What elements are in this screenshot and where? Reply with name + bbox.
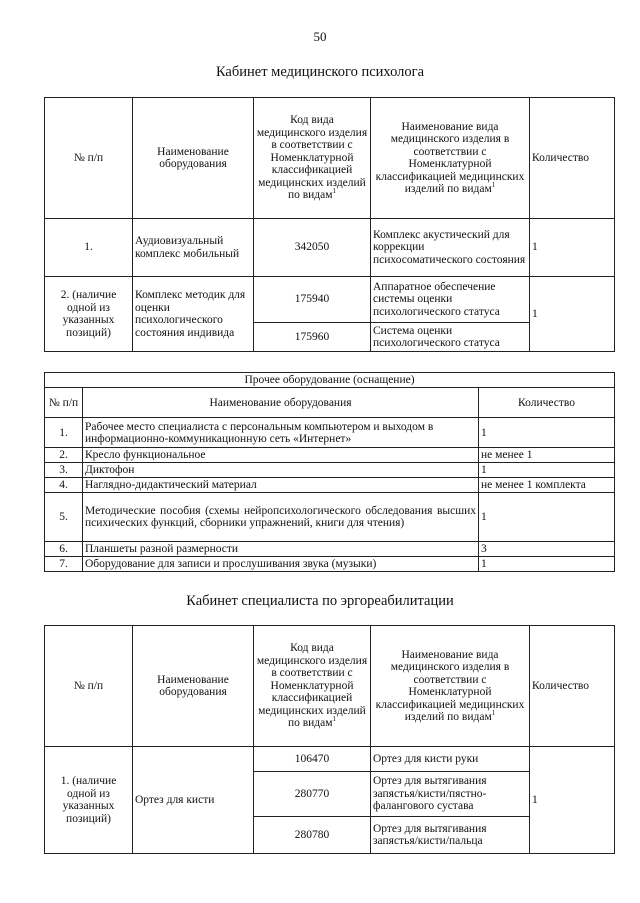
row-qty: 3: [479, 542, 615, 557]
row-code: 280780: [254, 817, 371, 854]
row-name: Ортез для кисти: [133, 747, 254, 854]
header-name: Наименование оборудования: [133, 98, 254, 219]
row-num: 2. (наличие одной из указанных позиций): [45, 277, 133, 352]
row-name: Наглядно-дидактический материал: [83, 478, 479, 493]
row-qty: не менее 1: [479, 448, 615, 463]
table-header-row: [45, 626, 615, 747]
row-num: 3.: [45, 463, 83, 478]
header-kind: Наименование вида медицинского изделия в соответствии с Номенклатурной классификацией медицинских изделий по видам$^1$: [371, 626, 530, 747]
header-qty: Количество: [479, 388, 615, 418]
row-name: Оборудование для записи и прослушивания звука (музыки): [83, 557, 479, 572]
table-header-row: [45, 388, 615, 418]
header-num: № п/п: [45, 98, 133, 219]
table-caption-row: [45, 373, 615, 388]
header-kind: Наименование вида медицинского изделия в соответствии с Номенклатурной классификацией медицинских изделий по видам$^1$: [371, 98, 530, 219]
row-qty: 1: [479, 418, 615, 448]
row-code: 280770: [254, 772, 371, 817]
header-code: Код вида медицинского изделия в соответствии с Номенклатурной классификацией медицинских изделий по видам$^1$: [254, 626, 371, 747]
row-qty: 1: [530, 219, 615, 277]
header-name: Наименование оборудования: [83, 388, 479, 418]
row-code: 342050: [254, 219, 371, 277]
table-row: [45, 219, 615, 277]
row-kind: Комплекс акустический для коррекции психосоматического состояния: [371, 219, 530, 277]
row-num: 1.: [45, 418, 83, 448]
ergo-equipment-table: [44, 625, 615, 854]
table-row: [45, 448, 615, 463]
row-num: 1. (наличие одной из указанных позиций): [45, 747, 133, 854]
row-num: 7.: [45, 557, 83, 572]
table-row: [45, 463, 615, 478]
row-name: Рабочее место специалиста с персональным компьютером и выходом в информационно-коммуникационную сеть «Интернет»: [83, 418, 479, 448]
section-title-psychologist: Кабинет медицинского психолога: [215, 64, 425, 80]
row-qty: 1: [530, 747, 615, 854]
row-num: 1.: [45, 219, 133, 277]
row-kind: Ортез для кисти руки: [371, 747, 530, 772]
row-kind: Ортез для вытягивания запястья/кисти/пястно-фалангового сустава: [371, 772, 530, 817]
row-name: Комплекс методик для оценки психологического состояния индивида: [133, 277, 254, 352]
header-qty: Количество: [530, 626, 615, 747]
table-row: [45, 557, 615, 572]
table-row: [45, 747, 615, 772]
header-code: Код вида медицинского изделия в соответствии с Номенклатурной классификацией медицинских изделий по видам$^1$: [254, 98, 371, 219]
row-name: Планшеты разной размерности: [83, 542, 479, 557]
row-code: 175940: [254, 277, 371, 323]
table-row: [45, 277, 615, 323]
psychologist-equipment-table: [44, 97, 615, 352]
row-num: 6.: [45, 542, 83, 557]
header-num: № п/п: [45, 626, 133, 747]
row-code: 106470: [254, 747, 371, 772]
section-title-ergo: Кабинет специалиста по эргореабилитации: [186, 593, 454, 609]
table-row: [45, 478, 615, 493]
row-kind: Аппаратное обеспечение системы оценки психологического статуса: [371, 277, 530, 323]
row-name: Диктофон: [83, 463, 479, 478]
table-row: [45, 418, 615, 448]
table-row: [45, 493, 615, 542]
row-kind: Ортез для вытягивания запястья/кисти/пальца: [371, 817, 530, 854]
row-num: 2.: [45, 448, 83, 463]
row-qty: 1: [479, 493, 615, 542]
header-name: Наименование оборудования: [133, 626, 254, 747]
row-name: Кресло функциональное: [83, 448, 479, 463]
row-qty: не менее 1 комплекта: [479, 478, 615, 493]
other-equipment-table: [44, 372, 615, 572]
row-name: Методические пособия (схемы нейропсихологического обследования высших психических функций, сборники упражнений, книги для чтения): [83, 493, 479, 542]
table-caption: Прочее оборудование (оснащение): [45, 373, 615, 388]
row-qty: 1: [479, 463, 615, 478]
row-name: Аудиовизуальный комплекс мобильный: [133, 219, 254, 277]
row-kind: Система оценки психологического статуса: [371, 323, 530, 352]
row-num: 4.: [45, 478, 83, 493]
row-qty: 1: [479, 557, 615, 572]
table-row: [45, 542, 615, 557]
table-header-row: [45, 98, 615, 219]
header-num: № п/п: [45, 388, 83, 418]
header-qty: Количество: [530, 98, 615, 219]
row-num: 5.: [45, 493, 83, 542]
page-number: 50: [313, 29, 327, 44]
row-code: 175960: [254, 323, 371, 352]
row-qty: 1: [530, 277, 615, 352]
